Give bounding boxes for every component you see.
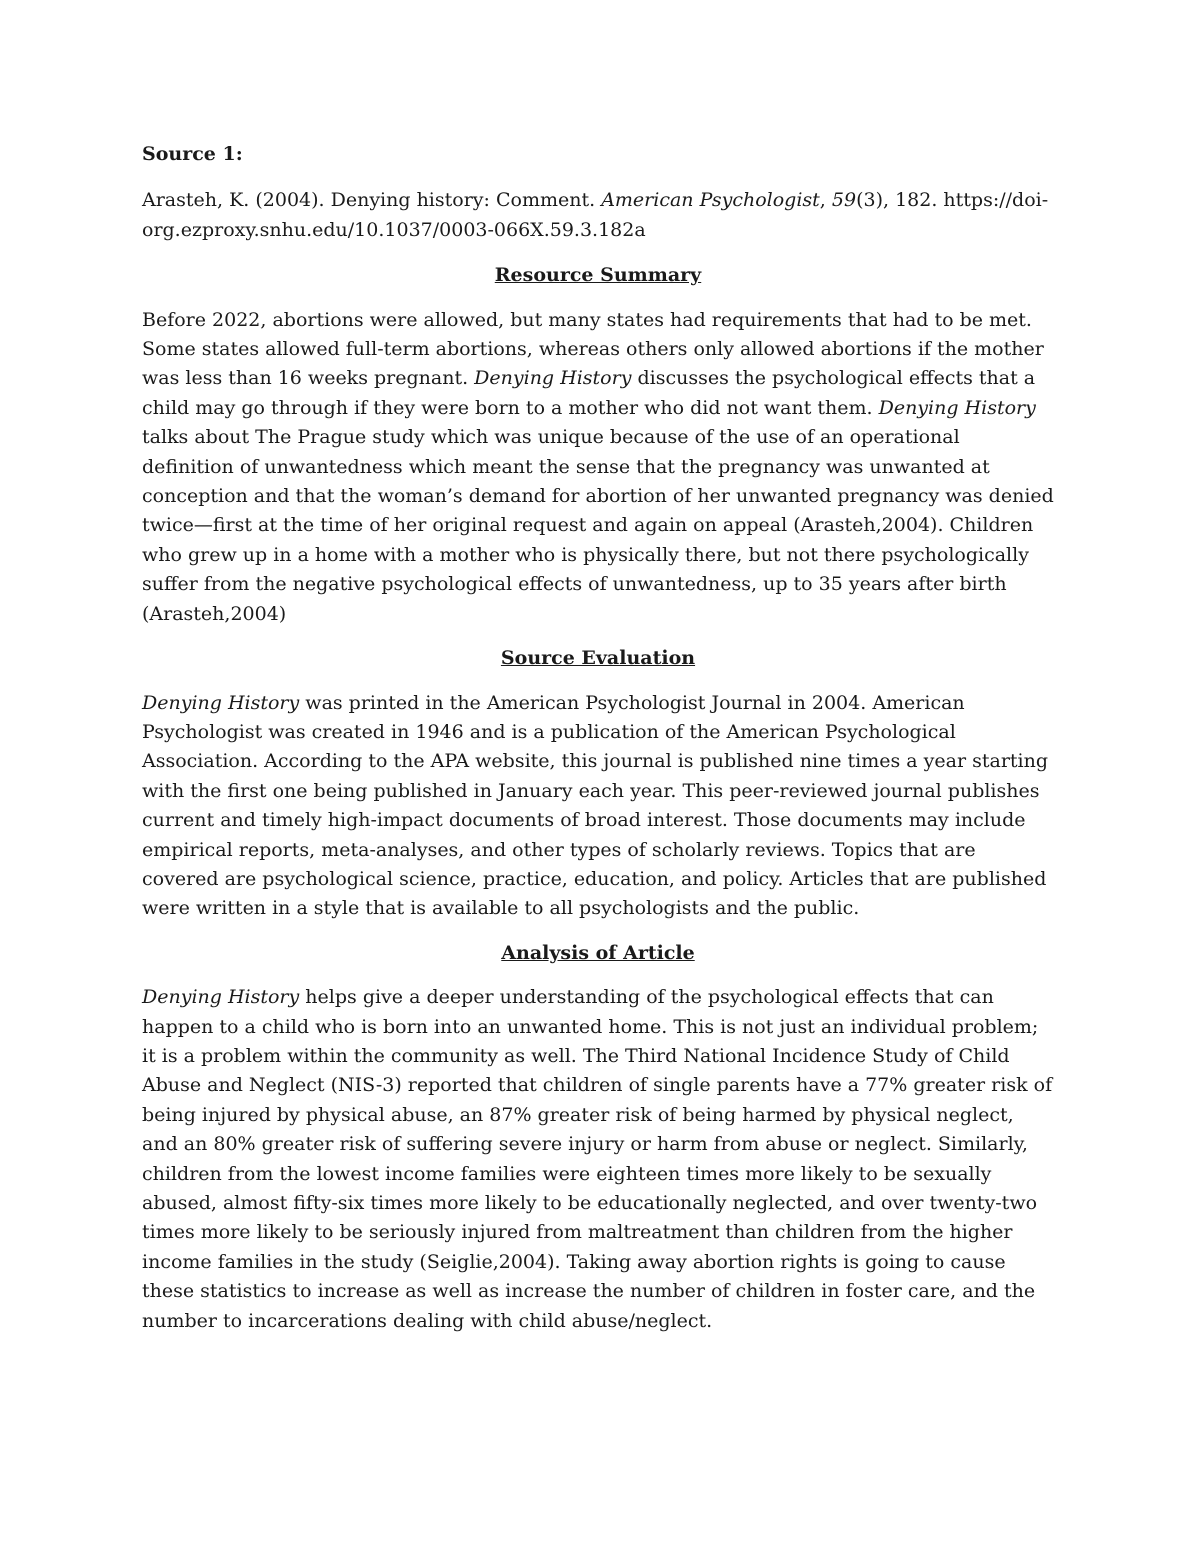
analysis-title: Analysis of Article: [501, 941, 695, 964]
resource-summary-italic-2: Denying History: [878, 396, 1036, 419]
citation-issue-pages: (3), 182. https://doi-org.ezproxy.snhu.edu/10.1037/0003-066X.59.3.182a: [142, 189, 1049, 241]
citation-authors: Arasteh, K. (2004). Denying history: Comment.: [142, 189, 602, 212]
citation-journal: American Psychologist: [601, 189, 820, 212]
citation-volume: 59: [831, 189, 857, 212]
resource-summary-text-3: talks about The Prague study which was unique because of the use of an operational definition of unwantedness which meant the sense that the pregnancy was unwanted at conception and that the woman’s demand for abortion of her unwanted pregnancy was denied twice—first at the time of her original request and again on appeal (Arasteh,2004). Children who grew up in a home with a mother who is physically there, but not there psychologically suffer from the negative psychological effects of unwantedness, up to 35 years after birth (Arasteh,2004): [142, 426, 1054, 625]
source-evaluation-text-1: was printed in the American Psychologist Journal in 2004. American Psychologist was created in 1946 and is a publication of the American Psychological Association. According to the APA website, this journal is published nine times a year starting with the first one being published in January each year. This peer-reviewed journal publishes current and timely high-impact documents of broad interest. Those documents may include empirical reports, meta-analyses, and other types of scholarly reviews. Topics that are covered are psychological science, practice, education, and policy. Articles that are published were written in a style that is available to all psychologists and the public.: [142, 691, 1049, 920]
resource-summary-paragraph: [142, 306, 1054, 629]
source-evaluation-title: Source Evaluation: [500, 647, 696, 670]
analysis-text-1: helps give a deeper understanding of the psychological effects that can happen to a child who is born into an unwanted home. This is not just an individual problem; it is a problem within the community as well. The Third National Incidence Study of Child Abuse and Neglect (NIS-3) reported that children of single parents have a 77% greater risk of being injured by physical abuse, an 87% greater risk of being harmed by physical neglect, and an 80% greater risk of suffering severe injury or harm from abuse or neglect. Similarly, children from the lowest income families were eighteen times more likely to be sexually abused, almost fifty-six times more likely to be educationally neglected, and over twenty-two times more likely to be seriously injured from maltreatment than children from the higher income families in the study (Seiglie,2004). Taking away abortion rights is going to cause these statistics to increase as well as increase the number of children in foster care, and the number to incarcerations dealing with child abuse/neglect.: [142, 986, 1053, 1332]
resource-summary-text-1: Before 2022, abortions were allowed, but many states had requirements that had to be met. Some states allowed full-term abortions, whereas others only allowed abortions if the mother was less than 16 weeks pregnant.: [142, 308, 1044, 390]
resource-summary-title: Resource Summary: [494, 264, 702, 287]
analysis-italic-1: Denying History: [142, 986, 300, 1009]
resource-summary-text-2: discusses the psychological effects that a child may go through if they were born to a mother who did not want them.: [142, 367, 1036, 419]
document-page: [142, 140, 1054, 1351]
source-heading: Source 1:: [142, 143, 243, 165]
citation: [142, 186, 1054, 245]
analysis-paragraph: [142, 983, 1054, 1336]
resource-summary-italic-1: Denying History: [474, 367, 632, 390]
source-evaluation-italic-1: Denying History: [142, 691, 300, 714]
citation-separator: ,: [819, 189, 832, 212]
source-evaluation-paragraph: [142, 689, 1054, 924]
